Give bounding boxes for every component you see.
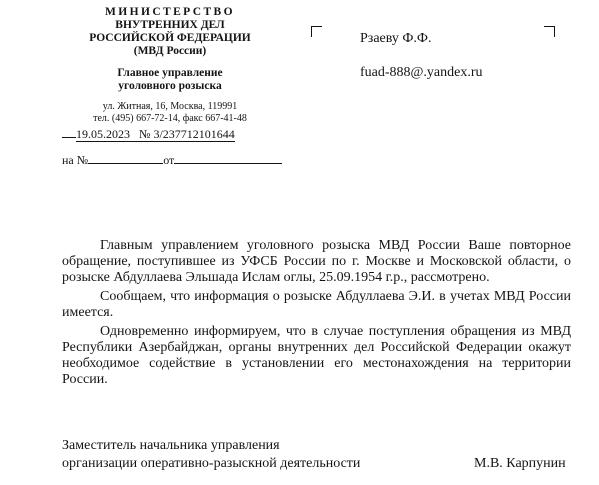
signatory-position-line-2: организации оперативно-разыскной деятельности (62, 456, 361, 471)
reference-number-blank (88, 151, 163, 164)
recipient-name: Рзаеву Ф.Ф. (360, 31, 432, 46)
registration-line (62, 127, 235, 142)
reference-date-blank (174, 151, 282, 164)
address-corner-right (544, 26, 555, 37)
reference-line (62, 151, 282, 167)
letter-body (62, 238, 571, 388)
signatory-position (62, 437, 360, 473)
letterhead (60, 6, 280, 125)
body-paragraph: Сообщаем, что информация о розыске Абдуллаева Э.И. в учетах МВД России имеется. (62, 289, 571, 320)
body-paragraph: Главным управлением уголовного розыска МВД России Ваше повторное обращение, поступившее из УФСБ России по г. Москве и Московской области, о розыске Абдуллаева Эльшада Ислам оглы, 25.09.1954 г.р., рассмотрено. (62, 238, 571, 285)
registration-date: 19.05.2023 (76, 127, 130, 141)
recipient-email: fuad-888@.yandex.ru (360, 65, 483, 80)
reference-na-label: на № (62, 153, 89, 167)
signatory-position-line-1: Заместитель начальника управления (62, 438, 280, 453)
registration-number: 3/237712101644 (153, 127, 235, 141)
address-corner-left (311, 26, 322, 37)
ministry-phone: тел. (495) 667-72-14, факс 667-41-48 (93, 113, 247, 124)
ministry-line-3: РОССИЙСКОЙ ФЕДЕРАЦИИ (89, 32, 251, 44)
registration-number-label: № (139, 127, 151, 141)
reference-ot-label: от (163, 153, 175, 167)
ministry-address: ул. Житная, 16, Москва, 119991 (102, 101, 238, 112)
department-line-2: уголовного розыска (118, 80, 222, 92)
signatory-name: М.В. Карпунин (474, 456, 566, 471)
body-paragraph: Одновременно информируем, что в случае поступления обращения из МВД Республики Азербайджан, органы внутренних дел Российской Федерации окажут необходимое содействие в установлении его местонахождения на территории России. (62, 324, 571, 387)
ministry-line-2: ВНУТРЕННИХ ДЕЛ (115, 19, 225, 31)
department-line-1: Главное управление (117, 67, 223, 79)
ministry-abbrev: (МВД России) (133, 45, 207, 57)
ministry-title: МИНИСТЕРСТВО (105, 6, 235, 18)
